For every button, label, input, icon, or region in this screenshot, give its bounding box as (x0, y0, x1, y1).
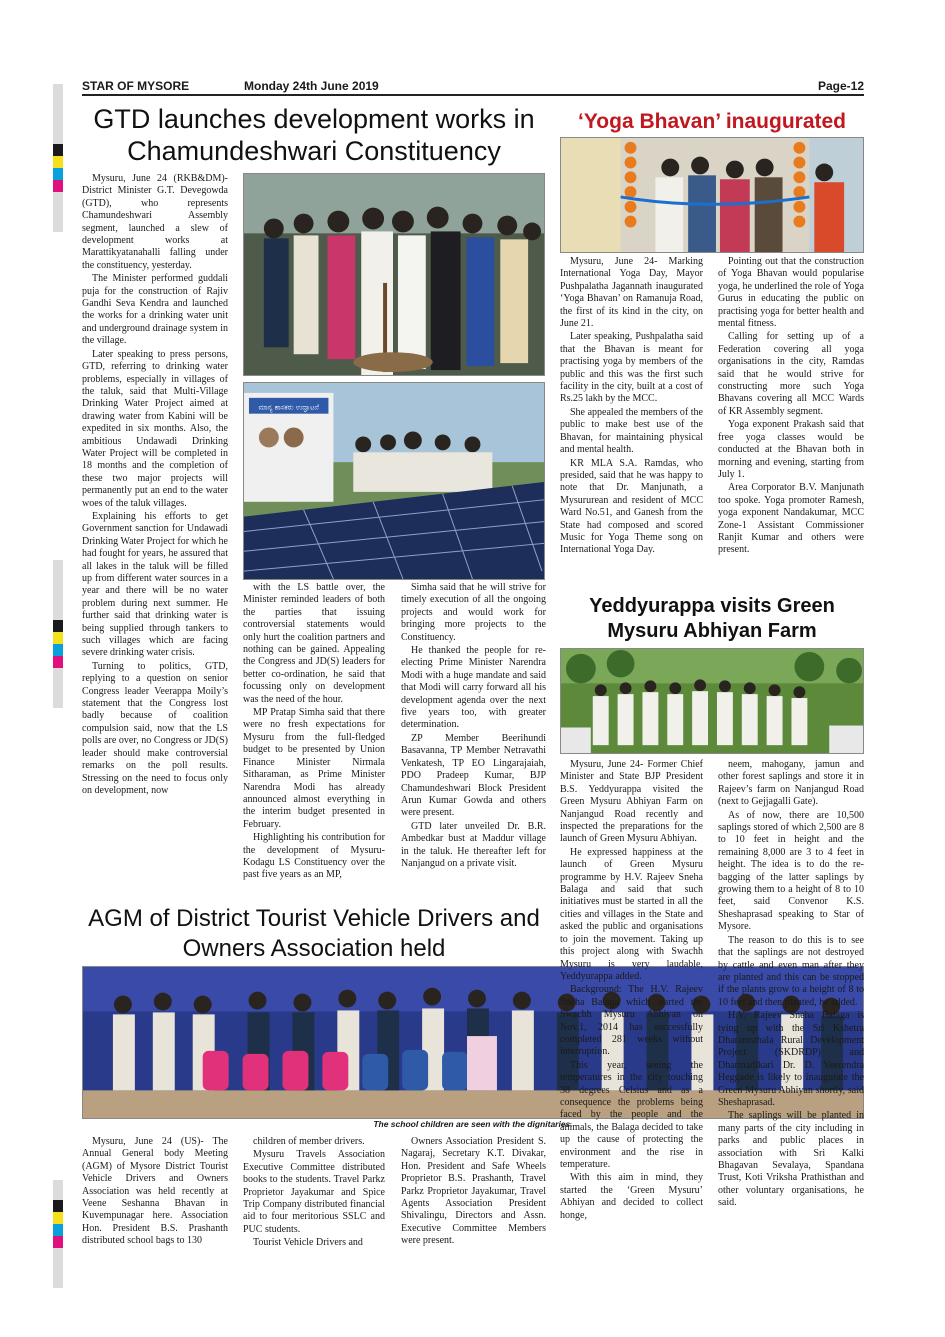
masthead (82, 78, 864, 96)
registration-bar-top (53, 84, 63, 232)
photo-green-mysuru-art (561, 649, 863, 753)
article-paragraph: As of now, there are 10,500 saplings stored of which 2,500 are 8 to 10 feet in height and the remaining 8,000 are 3 to 4 feet in height. The idea is to do the re-bagging of the latter saplings by growing them to a height of 8 to 10 feet, said Convenor K.S. Sheshaprasad speaking to Star of Mysore. (718, 809, 864, 933)
article-agm-col3 (401, 1136, 546, 1268)
article-yedd-col2 (718, 759, 864, 1267)
article-agm-col2 (243, 1136, 385, 1268)
article-agm-col1 (82, 1136, 228, 1268)
article-paragraph: The Minister performed guddali puja for the construction of Rajiv Gandhi Seva Kendra and launched the works for a drinking water unit and underground drainage system in the village. (82, 273, 228, 347)
article-paragraph: Highlighting his contribution for the development of Mysuru-Kodagu LS Constituency over the past five years as an MP, (243, 832, 385, 881)
article-paragraph: H.V. Rajeev Sneha Balaga is tying up with the Sri Kshetra Dharamsthala Rural Development Project (SKDRDP) and Dharmadikari Dr. D. Veerendra Heggade is likely to inaugurate the Green Mysuru Abhiyan shortly, said Sheshaprasad. (718, 1010, 864, 1108)
article-paragraph: Later speaking, Pushpalatha said that the Bhavan is meant for practising yoga by members of the public and this was the first such facility in the city, built at a cost of Rs.25 lakh by the MCC. (560, 331, 703, 405)
article-paragraph: Later speaking to press persons, GTD, referring to drinking water problems, especially in villages of the taluk, said that Multi-Village Drinking Water Project aimed at drawing water from Kabini will be expedited in six months. Also, the ambitious Undawadi Drinking Water Project will be completed in 18 months and the completion of these two major projects will permanently put an end to the water woes of the taluk villages. (82, 348, 228, 509)
article-paragraph: Owners Association President S. Nagaraj, Secretary K.T. Divakar, Hon. President and Safe Wheels Proprietor B.S. Prashanth, Travel Parkz Proprietor Jayakumar, Travel Agents Association President Shivalingu, Directors and Assn. Executive Committee Members were present. (401, 1136, 546, 1247)
article-paragraph: Tourist Vehicle Drivers and (253, 1237, 363, 1249)
article-paragraph: Mysuru, June 24 (RKB&DM)- District Minister G.T. Devegowda (GTD), who represents Chamundeshwari Assembly segment, launched a slew of development works at Marattikyatanahalli falling under the constituency, yesterday. (82, 173, 228, 271)
photo-water-unit (243, 382, 545, 580)
article-paragraph: Mysuru, June 24 (US)- The Annual General body Meeting (AGM) of Mysore District Tourist Vehicle Drivers and Owners Association was held recently at Veene Seshanna Bhavan in Kuvempunagar here. Association Hon. President B.S. Prashanth distributed school bags to 130 (82, 1136, 228, 1247)
article-paragraph: Area Corporator B.V. Manjunath too spoke. Yoga promoter Ramesh, yoga exponent Nandakumar, MCC Zone-1 Assistant Commissioner Ranjit Kumar and others were present. (718, 482, 864, 556)
article-paragraph: GTD later unveiled Dr. B.R. Ambedkar bust at Maddur village in the taluk. He thereafter left for Nanjangud on a private visit. (401, 820, 546, 869)
article-paragraph: Simha said that he will strive for timely execution of all the ongoing projects and would work for bringing more projects to the Constituency. (401, 582, 546, 643)
photo-yoga-bhavan (560, 137, 864, 253)
article-paragraph: Mysuru Travels Association Executive Committee distributed books to the students. Travel Parkz Proprietor Jayakumar and Spice Trip Company distributed financial aid to four meritorious SSLC and PUC students. (243, 1149, 385, 1235)
article-gtd-col1 (82, 173, 228, 898)
article-yedd-col1 (560, 759, 703, 1267)
article-paragraph: She appealed the members of the public to make best use of the Bhavan, for maintaining physical and mental health. (560, 406, 703, 456)
article-paragraph: This year, seeing the temperatures in the city touching 38 degrees Celsius and as a consequence the problems being faced by the people and the animals, the Balaga decided to take up the cause of protecting the environment and the rise in temperature. (560, 1059, 703, 1170)
registration-bar-bottom (53, 1180, 63, 1288)
article-yoga-col2 (718, 256, 864, 590)
article-paragraph: The reason to do this is to see that the saplings are not destroyed by cattle and even man after they are planted and this can be stopped if the plants grow to a height of 8 to 10 feet and then planted, he added. (718, 934, 864, 1008)
article-paragraph: He expressed happiness at the launch of Green Mysuru programme by H.V. Rajeev Sneha Balaga and said that such initiatives must be started in all the cities and villages in the State and asked the public and organisations to join the movement. Taking up this project along with Swachh Mysuru is very laudable, Yeddyurappa added. (560, 846, 703, 982)
registration-bar-middle (53, 560, 63, 708)
article-paragraph: Pointing out that the construction of Yoga Bhavan would popularise yoga, he underlined the role of Yoga Gurus in educating the public on practising yoga for better health and mental fitness. (718, 256, 864, 330)
headline-gtd: GTD launches development works in Chamundeshwari Constituency (93, 104, 535, 166)
article-paragraph: MP Pratap Simha said that there were no fresh expectations for Mysuru from the full-fledged budget to be presented by Union Finance Minister Nirmala Sitharaman, as Prime Minister Narendra Modi has already announced almost everything in the interim budget presented in February. (243, 707, 385, 830)
issue-date: Monday 24th June 2019 (244, 79, 379, 93)
article-paragraph: Turning to politics, GTD, replying to a question on senior Congress leader Veerappa Moily’s statement that the Congress lost badly because of coalition compulsion said, now that the LS polls are over, no Congress or JD(S) leader should make controversial remarks on the poll results. Stressing on the need to focus only on development, now (82, 660, 228, 796)
page-number: Page-12 (817, 79, 864, 93)
article-paragraph: with the LS battle over, the Minister reminded leaders of both the parties that issuing controversial statements would only hurt the coalition partners and nothing can be gained. Appealing the Congress and JD(S) leaders for better co-ordination, he said that focussing only on development was the need of the hour. (243, 582, 385, 705)
article-paragraph: Background: The H.V. Rajeev Sneha Balaga which started the Swachh Mysuru Abhiyan on Nov.1, 2014 has successfully completed 281 weeks without interruption. (560, 984, 703, 1058)
photo-gtd-puja (243, 173, 545, 376)
article-paragraph: Mysuru, June 24- Marking International Yoga Day, Mayor Pushpalatha Jagannath inaugurated ‘Yoga Bhavan’ on Ramanuja Road, the first of its kind in the city, on June 21. (560, 256, 703, 330)
photo-caption-agm: The school children are seen with the dignitaries. (373, 1119, 573, 1129)
article-paragraph: The saplings will be planted in many parts of the city including in parks and public places in association with Sri Kalki Bhagavan Sevalaya, Spandana Trust, Koti Vriksha Prathisthan and other voluntary organisations, he said. (718, 1110, 864, 1209)
article-paragraph: Yoga exponent Prakash said that free yoga classes would be conducted at the Bhavan both in morning and evening, starting from July 1. (718, 419, 864, 480)
article-yoga-col1 (560, 256, 703, 590)
photo-yoga-bhavan-art (561, 138, 863, 252)
photo-water-unit-art (244, 383, 544, 579)
headline-agm: AGM of District Tourist Vehicle Drivers and Owners Association held (88, 905, 540, 962)
article-paragraph: He thanked the people for re-electing Prime Minister Narendra Modi with a huge mandate and said that Modi will carry forward all his development agenda over the next five years too, with greater determination. (401, 645, 546, 731)
article-paragraph: children of member drivers. (253, 1136, 365, 1147)
article-paragraph: KR MLA S.A. Ramdas, who presided, said that he was happy to note that Dr. Manjunath, a Mysururean and resident of MCC Ward No.51, and Ganesh from the State had composed and scored Music for Yoga Theme song on International Yoga Day. (560, 457, 703, 556)
article-paragraph: neem, mahogany, jamun and other forest saplings and store it in Rajeev’s farm on Nanjangud Road (next to Gejjagalli Gate). (718, 759, 864, 808)
article-paragraph: Explaining his efforts to get Government sanction for Undawadi Drinking Water Project for which he had fought for years, he assured that all lakes in the taluk will be filled up from different water sources in a year and there will be no water problem during next summer. He further said that drinking water is being supplied through tankers to such villages which are facing severe drinking water crisis. (82, 510, 228, 659)
banner-text: ಮಾನ್ಯ ಶಾಸಕರು ಉದ್ಘಾಟನೆ (258, 403, 319, 412)
article-gtd-col2 (243, 582, 385, 897)
headline-yeddyurappa: Yeddyurappa visits Green Mysuru Abhiyan Farm (589, 595, 835, 642)
headline-yoga-bhavan: ‘Yoga Bhavan’ inaugurated (578, 110, 846, 133)
article-paragraph: Mysuru, June 24- Former Chief Minister and State BJP President B.S. Yeddyurappa visited the Green Mysuru Abhiyan Farm on Nanjangud Road recently and inspected the preparations for the launch of Green Mysuru Abhiyan. (560, 759, 703, 845)
article-paragraph: Calling for setting up of a Federation covering all yoga organisations in the city, Ramdas said that he would strive for constructing more such Yoga Bhavans covering all MCC Wards of KR Assembly segment. (718, 331, 864, 417)
article-gtd-col3 (401, 582, 546, 897)
article-paragraph: ZP Member Beerihundi Basavanna, TP Member Netravathi Venkatesh, TP EO Lingarajaiah, PDO Pradeep Kumar, BJP Chamundeshwari Block President Arun Kumar Gowda and others were present. (401, 732, 546, 819)
article-paragraph: With this aim in mind, they started the ‘Green Mysuru’ Abhiyan and decided to collect honge, (560, 1172, 703, 1221)
photo-gtd-puja-art (244, 174, 544, 375)
newspaper-name: STAR OF MYSORE (82, 79, 190, 93)
photo-green-mysuru-farm (560, 648, 864, 754)
